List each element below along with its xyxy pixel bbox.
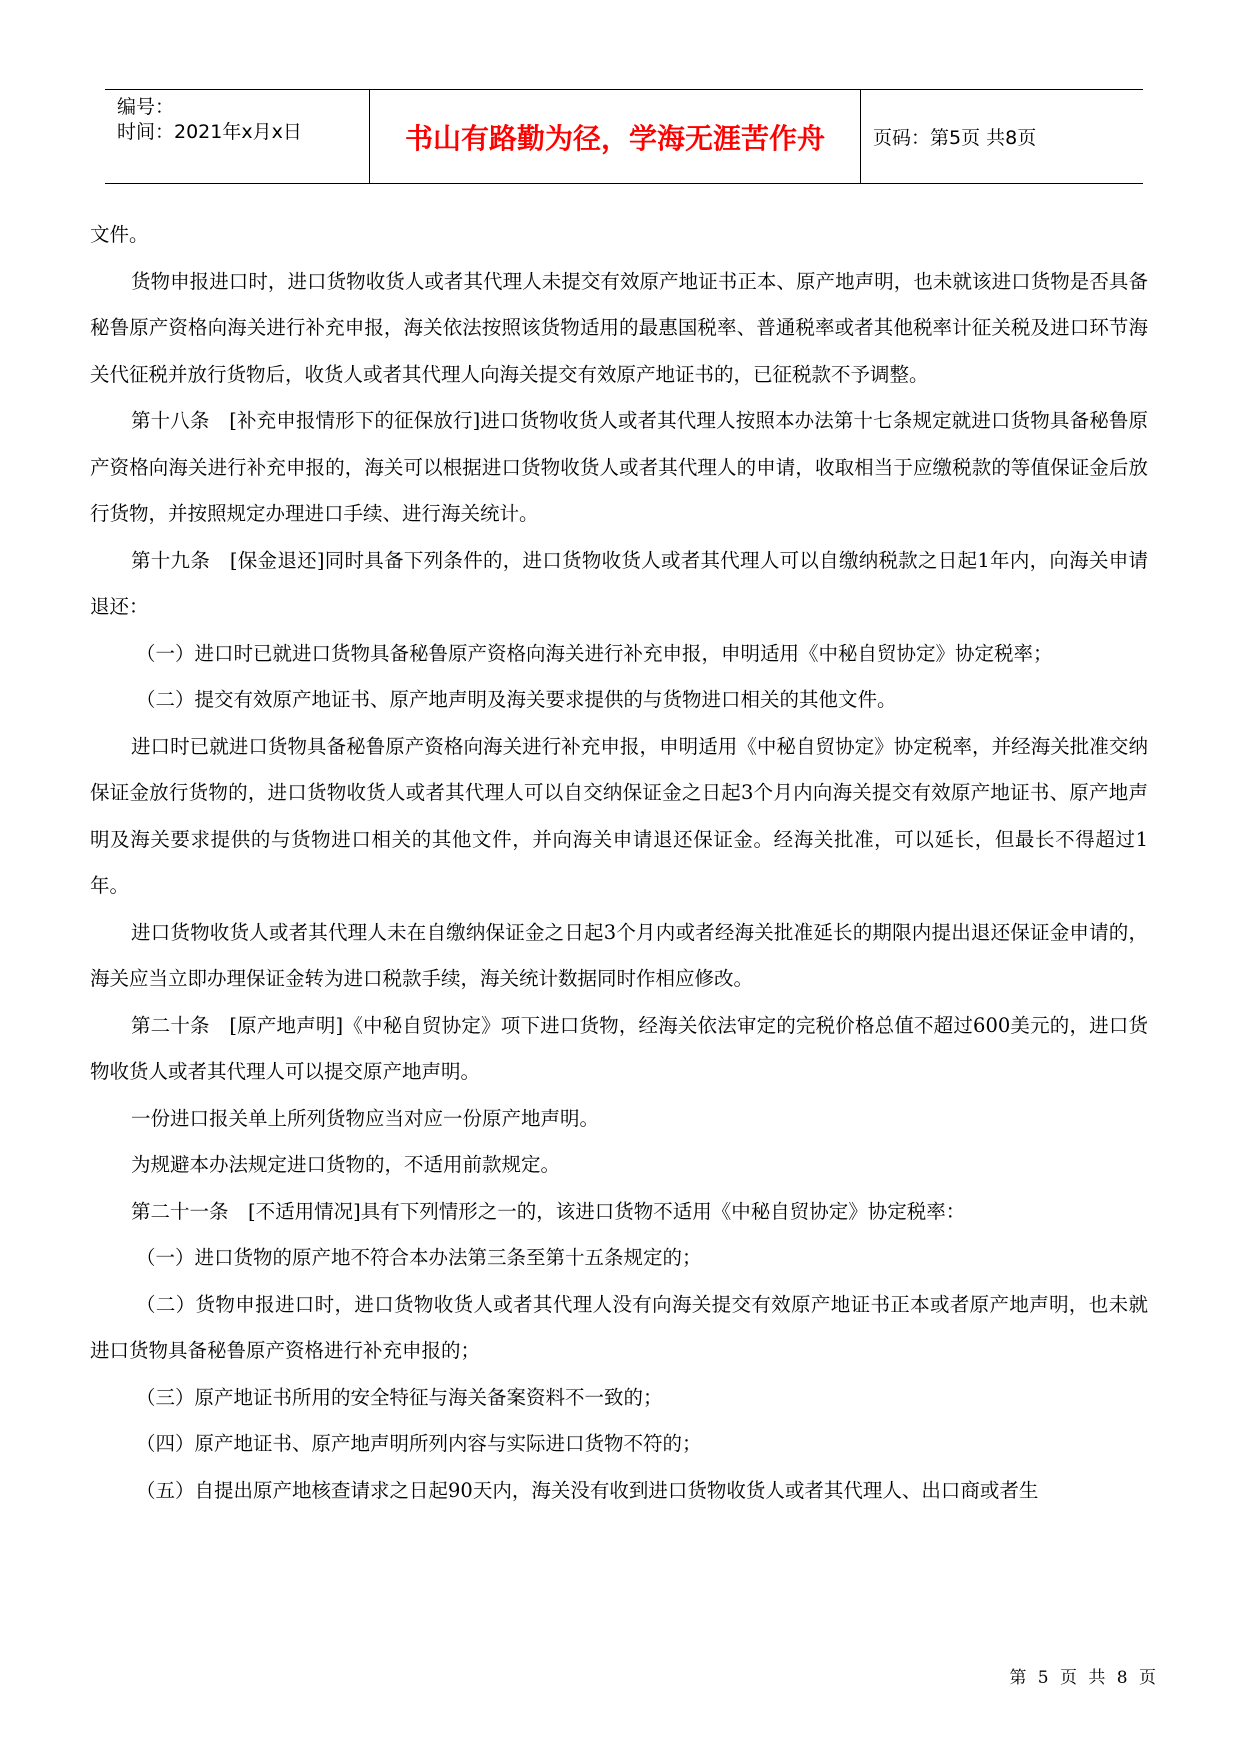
list-item: （四）原产地证书、原产地声明所列内容与实际进口货物不符的； <box>136 1432 702 1455</box>
list-item: （二）提交有效原产地证书、原产地声明及海关要求提供的与货物进口相关的其他文件。 <box>136 688 897 711</box>
page-header <box>105 89 1143 184</box>
body-paragraph: 进口时已就进口货物具备秘鲁原产资格向海关进行补充申报，申明适用《中秘自贸协定》协定税率，并经海关批准交纳保证金放行货物的，进口货物收货人或者其代理人可以自交纳保证金之日起3个月内向海关提交有效原产地证书、原产地声明及海关要求提供的与货物进口相关的其他文件，并向海关申请退还保证金。经海关批准，可以延长，但最长不得超过1年。 <box>90 734 1148 897</box>
body-paragraph: 一份进口报关单上所列货物应当对应一份原产地声明。 <box>131 1106 600 1130</box>
header-page-info: 页码：第5页 共8页 <box>873 127 1037 149</box>
article-21: 第二十一条 [不适用情况]具有下列情形之一的，该进口货物不适用《中秘自贸协定》协定税率： <box>131 1199 966 1223</box>
header-motto-cell <box>369 90 861 183</box>
header-motto: 书山有路勤为径，学海无涯苦作舟 <box>404 121 825 155</box>
page-footer: 第 5 页 共 8 页 <box>1009 1668 1159 1688</box>
list-item: （五）自提出原产地核查请求之日起90天内，海关没有收到进口货物收货人或者其代理人、出口商或者生 <box>136 1478 1039 1502</box>
article-20: 第二十条 [原产地声明]《中秘自贸协定》项下进口货物，经海关依法审定的完税价格总值不超过600美元的，进口货物收货人或者其代理人可以提交原产地声明。 <box>90 1013 1148 1083</box>
article-19: 第十九条 [保金退还]同时具备下列条件的，进口货物收货人或者其代理人可以自缴纳税款之日起1年内，向海关申请退还： <box>90 548 1148 618</box>
body-paragraph: 为规避本办法规定进口货物的，不适用前款规定。 <box>131 1153 561 1176</box>
body-paragraph: 文件。 <box>90 223 149 246</box>
body-paragraph: 货物申报进口时，进口货物收货人或者其代理人未提交有效原产地证书正本、原产地声明，也未就该进口货物是否具备秘鲁原产资格向海关进行补充申报，海关依法按照该货物适用的最惠国税率、普通税率或者其他税率计征关税及进口环节海关代征税并放行货物后，收货人或者其代理人向海关提交有效原产地证书的，已征税款不予调整。 <box>90 269 1148 386</box>
body-paragraph: 进口货物收货人或者其代理人未在自缴纳保证金之日起3个月内或者经海关批准延长的期限内提出退还保证金申请的，海关应当立即办理保证金转为进口税款手续，海关统计数据同时作相应修改。 <box>90 920 1148 990</box>
list-item: （二）货物申报进口时，进口货物收货人或者其代理人没有向海关提交有效原产地证书正本或者原产地声明，也未就进口货物具备秘鲁原产资格进行补充申报的； <box>90 1292 1148 1362</box>
document-body <box>90 212 1148 1514</box>
header-right-cell <box>861 90 1143 183</box>
header-left-cell <box>105 90 369 183</box>
list-item: （三）原产地证书所用的安全特征与海关备案资料不一致的； <box>136 1385 663 1409</box>
serial-number-label: 编号： <box>117 96 175 118</box>
date-label: 时间：2021年x月x日 <box>117 121 302 143</box>
article-18: 第十八条 [补充申报情形下的征保放行]进口货物收货人或者其代理人按照本办法第十七条规定就进口货物具备秘鲁原产资格向海关进行补充申报的，海关可以根据进口货物收货人或者其代理人的申请，收取相当于应缴税款的等值保证金后放行货物，并按照规定办理进口手续、进行海关统计。 <box>90 409 1148 525</box>
list-item: （一）进口货物的原产地不符合本办法第三条至第十五条规定的； <box>136 1246 702 1269</box>
list-item: （一）进口时已就进口货物具备秘鲁原产资格向海关进行补充申报，申明适用《中秘自贸协定》协定税率； <box>136 641 1053 665</box>
